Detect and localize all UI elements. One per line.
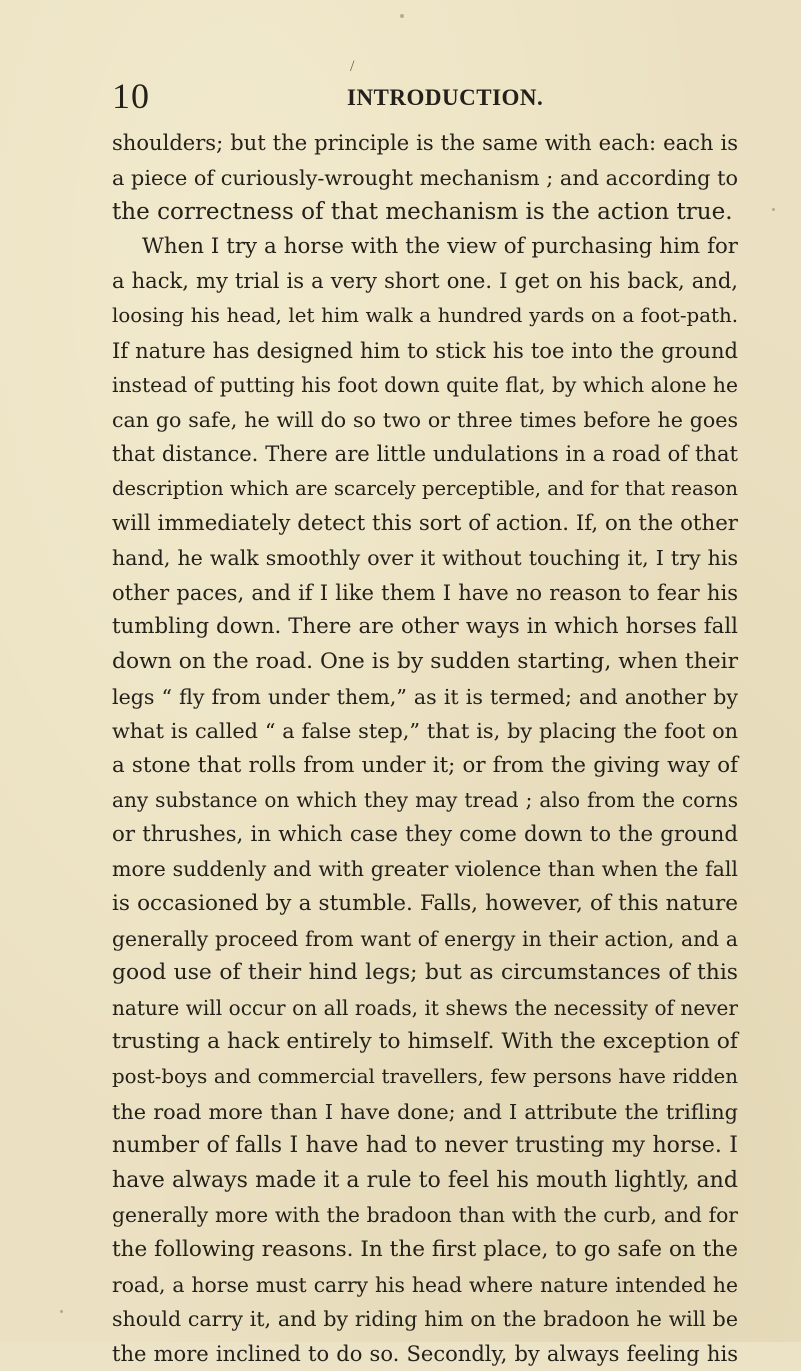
text-line: When I try a horse with the view of purchasing him for: [142, 233, 738, 259]
text-line: a piece of curiously-wrought mechanism ; and according to: [112, 165, 738, 190]
text-line: other paces, and if I like them I have no reason to fear his: [112, 579, 738, 605]
paper-speck: [60, 1310, 63, 1313]
body-text: [112, 126, 738, 1366]
text-line: tumbling down. There are other ways in which horses fall: [112, 614, 738, 640]
text-line: will immediately detect this sort of action. If, on the other: [112, 510, 738, 536]
paper-speck: [772, 208, 775, 211]
text-line: is occasioned by a stumble. Falls, however, of this nature: [112, 891, 738, 917]
text-line: road, a horse must carry his head where nature intended he: [112, 1272, 738, 1297]
text-line: a hack, my trial is a very short one. I get on his back, and,: [112, 268, 738, 294]
text-line: nature will occur on all roads, it shews the necessity of never: [112, 995, 738, 1020]
text-line: shoulders; but the principle is the same with each: each is: [112, 130, 738, 155]
text-line: can go safe, he will do so two or three times before he goes: [112, 407, 738, 432]
text-line: more suddenly and with greater violence than when the fall: [112, 857, 738, 882]
text-line: the correctness of that mechanism is the action true.: [112, 199, 733, 226]
paper-speck: [400, 14, 404, 18]
text-line: the more inclined to do so. Secondly, by always feeling his: [112, 1340, 738, 1366]
text-line: post-boys and commercial travellers, few persons have ridden: [112, 1065, 738, 1089]
text-line: a stone that rolls from under it; or from the giving way of: [112, 752, 738, 778]
text-line: If nature has designed him to stick his toe into the ground: [112, 337, 738, 363]
text-line: hand, he walk smoothly over it without touching it, I try his: [112, 546, 738, 571]
text-line: the road more than I have done; and I attribute the trifling: [112, 1099, 738, 1124]
text-line: the following reasons. In the first place, to go safe on the: [112, 1237, 738, 1262]
text-line: or thrushes, in which case they come down to the ground: [112, 821, 738, 847]
text-line: legs “ fly from under them,” as it is termed; and another by: [112, 684, 738, 709]
text-line: trusting a hack entirely to himself. With the exception of: [112, 1029, 738, 1055]
text-line: that distance. There are little undulations in a road of that: [112, 441, 738, 467]
text-line: what is called “ a false step,” that is, by placing the foot on: [112, 719, 738, 744]
text-line: any substance on which they may tread ; also from the corns: [112, 788, 738, 813]
pencil-mark: /: [350, 58, 355, 75]
text-line: instead of putting his foot down quite flat, by which alone he: [112, 373, 738, 398]
text-line: number of falls I have had to never trusting my horse. I: [112, 1133, 738, 1159]
page-number: 10: [112, 76, 150, 116]
page-header: [112, 58, 732, 116]
text-line: loosing his head, let him walk a hundred yards on a foot-path.: [112, 303, 738, 327]
text-line: should carry it, and by riding him on the bradoon he will be: [112, 1307, 738, 1332]
text-line: good use of their hind legs; but as circumstances of this: [112, 960, 738, 986]
text-line: generally more with the bradoon than with the curb, and for: [112, 1203, 738, 1228]
text-line: description which are scarcely perceptible, and for that reason: [112, 476, 738, 500]
text-line: down on the road. One is by sudden starting, when their: [112, 648, 738, 674]
text-line: have always made it a rule to feel his mouth lightly, and: [112, 1167, 738, 1193]
text-line: generally proceed from want of energy in their action, and a: [112, 926, 738, 951]
running-head: INTRODUCTION.: [347, 85, 544, 110]
